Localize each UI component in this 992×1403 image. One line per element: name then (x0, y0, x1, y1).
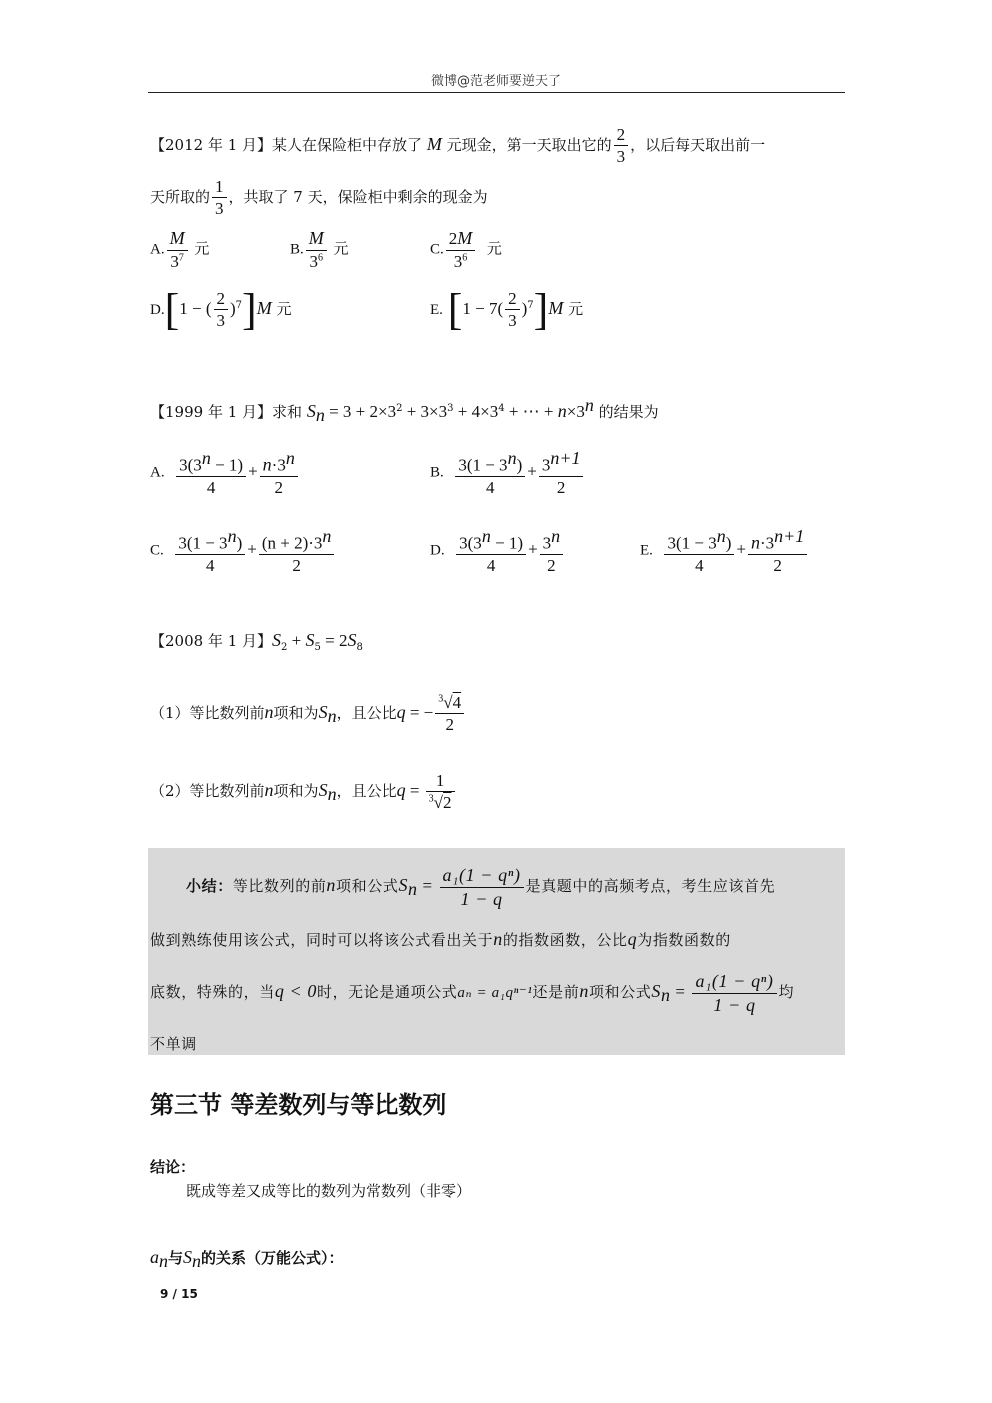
q2-option-d: D. $\frac{3(3^n - 1)}{4}$ + $\frac{3^n}{2}$ (430, 525, 565, 576)
q1-frac-two-thirds: $\frac{2}{3}$ (614, 124, 629, 168)
summary-line1: 小结：等比数列的前n项和公式$S_n$ = $\frac{\text{a₁(1 − qⁿ)}}{1 - q}$ 是真题中的高频考点，考生应该首先 (186, 865, 776, 909)
q2-option-a: A. $\frac{3(3^n - 1)}{4}$ + $\frac{n\cdot 3^n}{2}$ (150, 447, 300, 498)
summary-line4: 不单调 (150, 1035, 197, 1053)
q1-option-a: A. $\frac{M}{3^7}$ 元 (150, 228, 210, 271)
q2-option-e: E. $\frac{3(1 - 3^n)}{4}$ + $\frac{n\cdot 3^{n+1}}{2}$ (640, 525, 809, 576)
q3-condition-1: （1）等比数列前n项和为$S_n$，且公比q = − $\frac{^3√4}{2}$ (150, 692, 466, 736)
page-header: 微博@范老师要逆天了 (430, 74, 561, 89)
q3-tag: 【2008 年 1 月】 (150, 632, 273, 650)
q1-option-d: D.[1 − ( $\frac{2}{3}$ )$^7$]M 元 (150, 284, 292, 334)
q2-option-b: B. $\frac{3(1 - 3^n)}{4}$ + $\frac{3^{n+1}}{2}$ (430, 447, 585, 498)
q1-frac-one-third: $\frac{1}{3}$ (212, 176, 227, 220)
q1-option-c: C. $\frac{2M}{3^6}$ 元 (430, 228, 502, 271)
header-rule (148, 92, 845, 93)
q1-line1: 【2012 年 1 月】某人在保险柜中存放了 M 元现金，第一天取出它的 $\frac{2}{3}$ ，以后每天取出前一 (150, 125, 766, 167)
q1-line2: 天所取的 $\frac{1}{3}$ ，共取了 7 天，保险柜中剩余的现金为 (150, 177, 488, 219)
q3-stem: 【2008 年 1 月】$S_2 + S_5 = 2S_8$ (150, 630, 363, 653)
conclusion-text: 既成等差又成等比的数列为常数列（非零） (186, 1182, 472, 1200)
q1-option-b: B. $\frac{M}{3^6}$ 元 (290, 228, 349, 271)
page-number: 9 / 15 (160, 1287, 198, 1301)
q3-condition-2: （2）等比数列前n项和为$S_n$，且公比q = $\frac{1}{^3√2}$ (150, 770, 457, 814)
relation-heading: $a_n$与$S_n$的关系（万能公式）： (150, 1247, 344, 1271)
q2-option-c: C. $\frac{3(1 - 3^n)}{4}$ + $\frac{(n + 2)\cdot 3^n}{2}$ (150, 525, 336, 576)
q2-stem: 【1999 年 1 月】求和 $S_n = 3 + 2\times 3^2 + 3\times 3^3 + 4\times 3^4$ + ⋯ + $n\times 3^n$ 的结果为 (150, 395, 659, 425)
q2-tag: 【1999 年 1 月】 (150, 403, 273, 421)
summary-line3: 底数，特殊的，当q < 0时，无论是通项公式aₙ = a₁qⁿ⁻¹还是前n项和公式$S_n$ = $\frac{\text{a₁(1 − qⁿ)}}{1 - q}$ 均 (150, 971, 795, 1015)
q1-option-e: E. [1 − 7( $\frac{2}{3}$ )$^7$]M 元 (430, 284, 584, 334)
summary-label: 小结： (186, 877, 233, 895)
section-title: 第三节 等差数列与等比数列 (150, 1091, 447, 1119)
q1-tag: 【2012 年 1 月】 (150, 135, 273, 154)
summary-line2: 做到熟练使用该公式，同时可以将该公式看出关于n的指数函数，公比q为指数函数的 (150, 929, 731, 949)
conclusion-label: 结论： (150, 1158, 196, 1176)
